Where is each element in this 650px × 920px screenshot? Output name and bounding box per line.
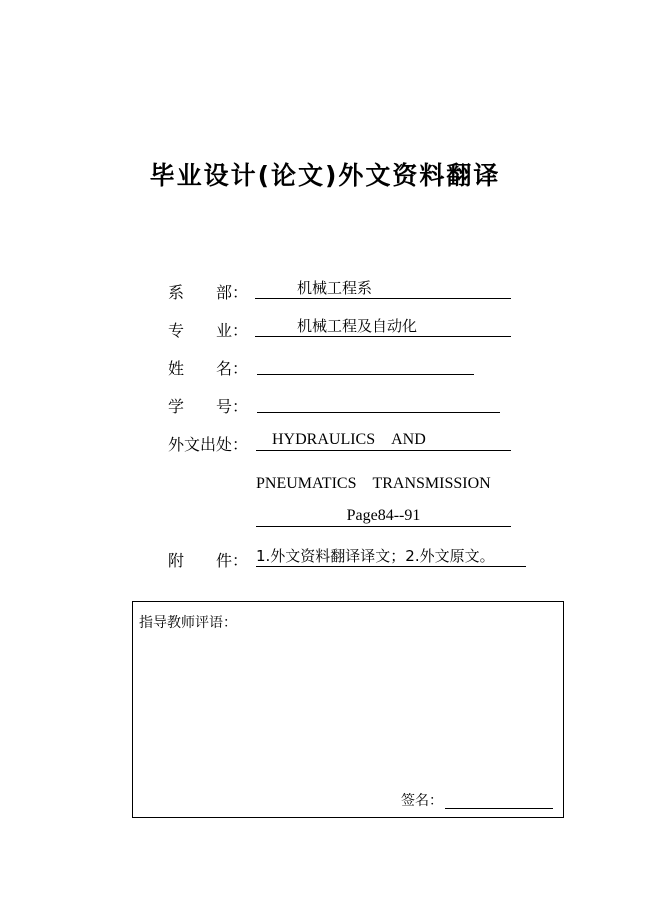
source-line3: Page84--91 xyxy=(346,507,421,524)
major-value: 机械工程及自动化 xyxy=(297,317,418,335)
dept-label: 系 部： xyxy=(168,283,249,302)
document-title: 毕业设计(论文)外文资料翻译 xyxy=(149,161,501,190)
source-line1-field xyxy=(256,430,511,451)
attachment-value: 1.外文资料翻译译文；2.外文原文。 xyxy=(256,547,495,565)
major-value-field xyxy=(255,316,511,337)
name-label: 姓 名： xyxy=(168,359,249,378)
advisor-comment-title: 指导教师评语： xyxy=(139,615,237,631)
source-line2: PNEUMATICS TRANSMISSION xyxy=(256,475,491,492)
dept-value: 机械工程系 xyxy=(297,279,373,297)
attachment-value-field xyxy=(256,546,526,567)
student-id-label: 学 号： xyxy=(168,397,249,416)
signature-label: 签名： xyxy=(401,793,443,809)
dept-value-field xyxy=(255,278,511,299)
source-line3-field xyxy=(256,506,511,527)
signature-line[interactable] xyxy=(445,808,553,809)
source-line1: HYDRAULICS AND xyxy=(272,431,426,448)
source-label: 外文出处： xyxy=(168,435,249,454)
student-id-field[interactable] xyxy=(257,392,500,413)
major-label: 专 业： xyxy=(168,321,249,340)
attachment-label: 附 件： xyxy=(168,551,249,570)
advisor-comment-box[interactable] xyxy=(132,601,564,818)
name-field[interactable] xyxy=(257,354,474,375)
